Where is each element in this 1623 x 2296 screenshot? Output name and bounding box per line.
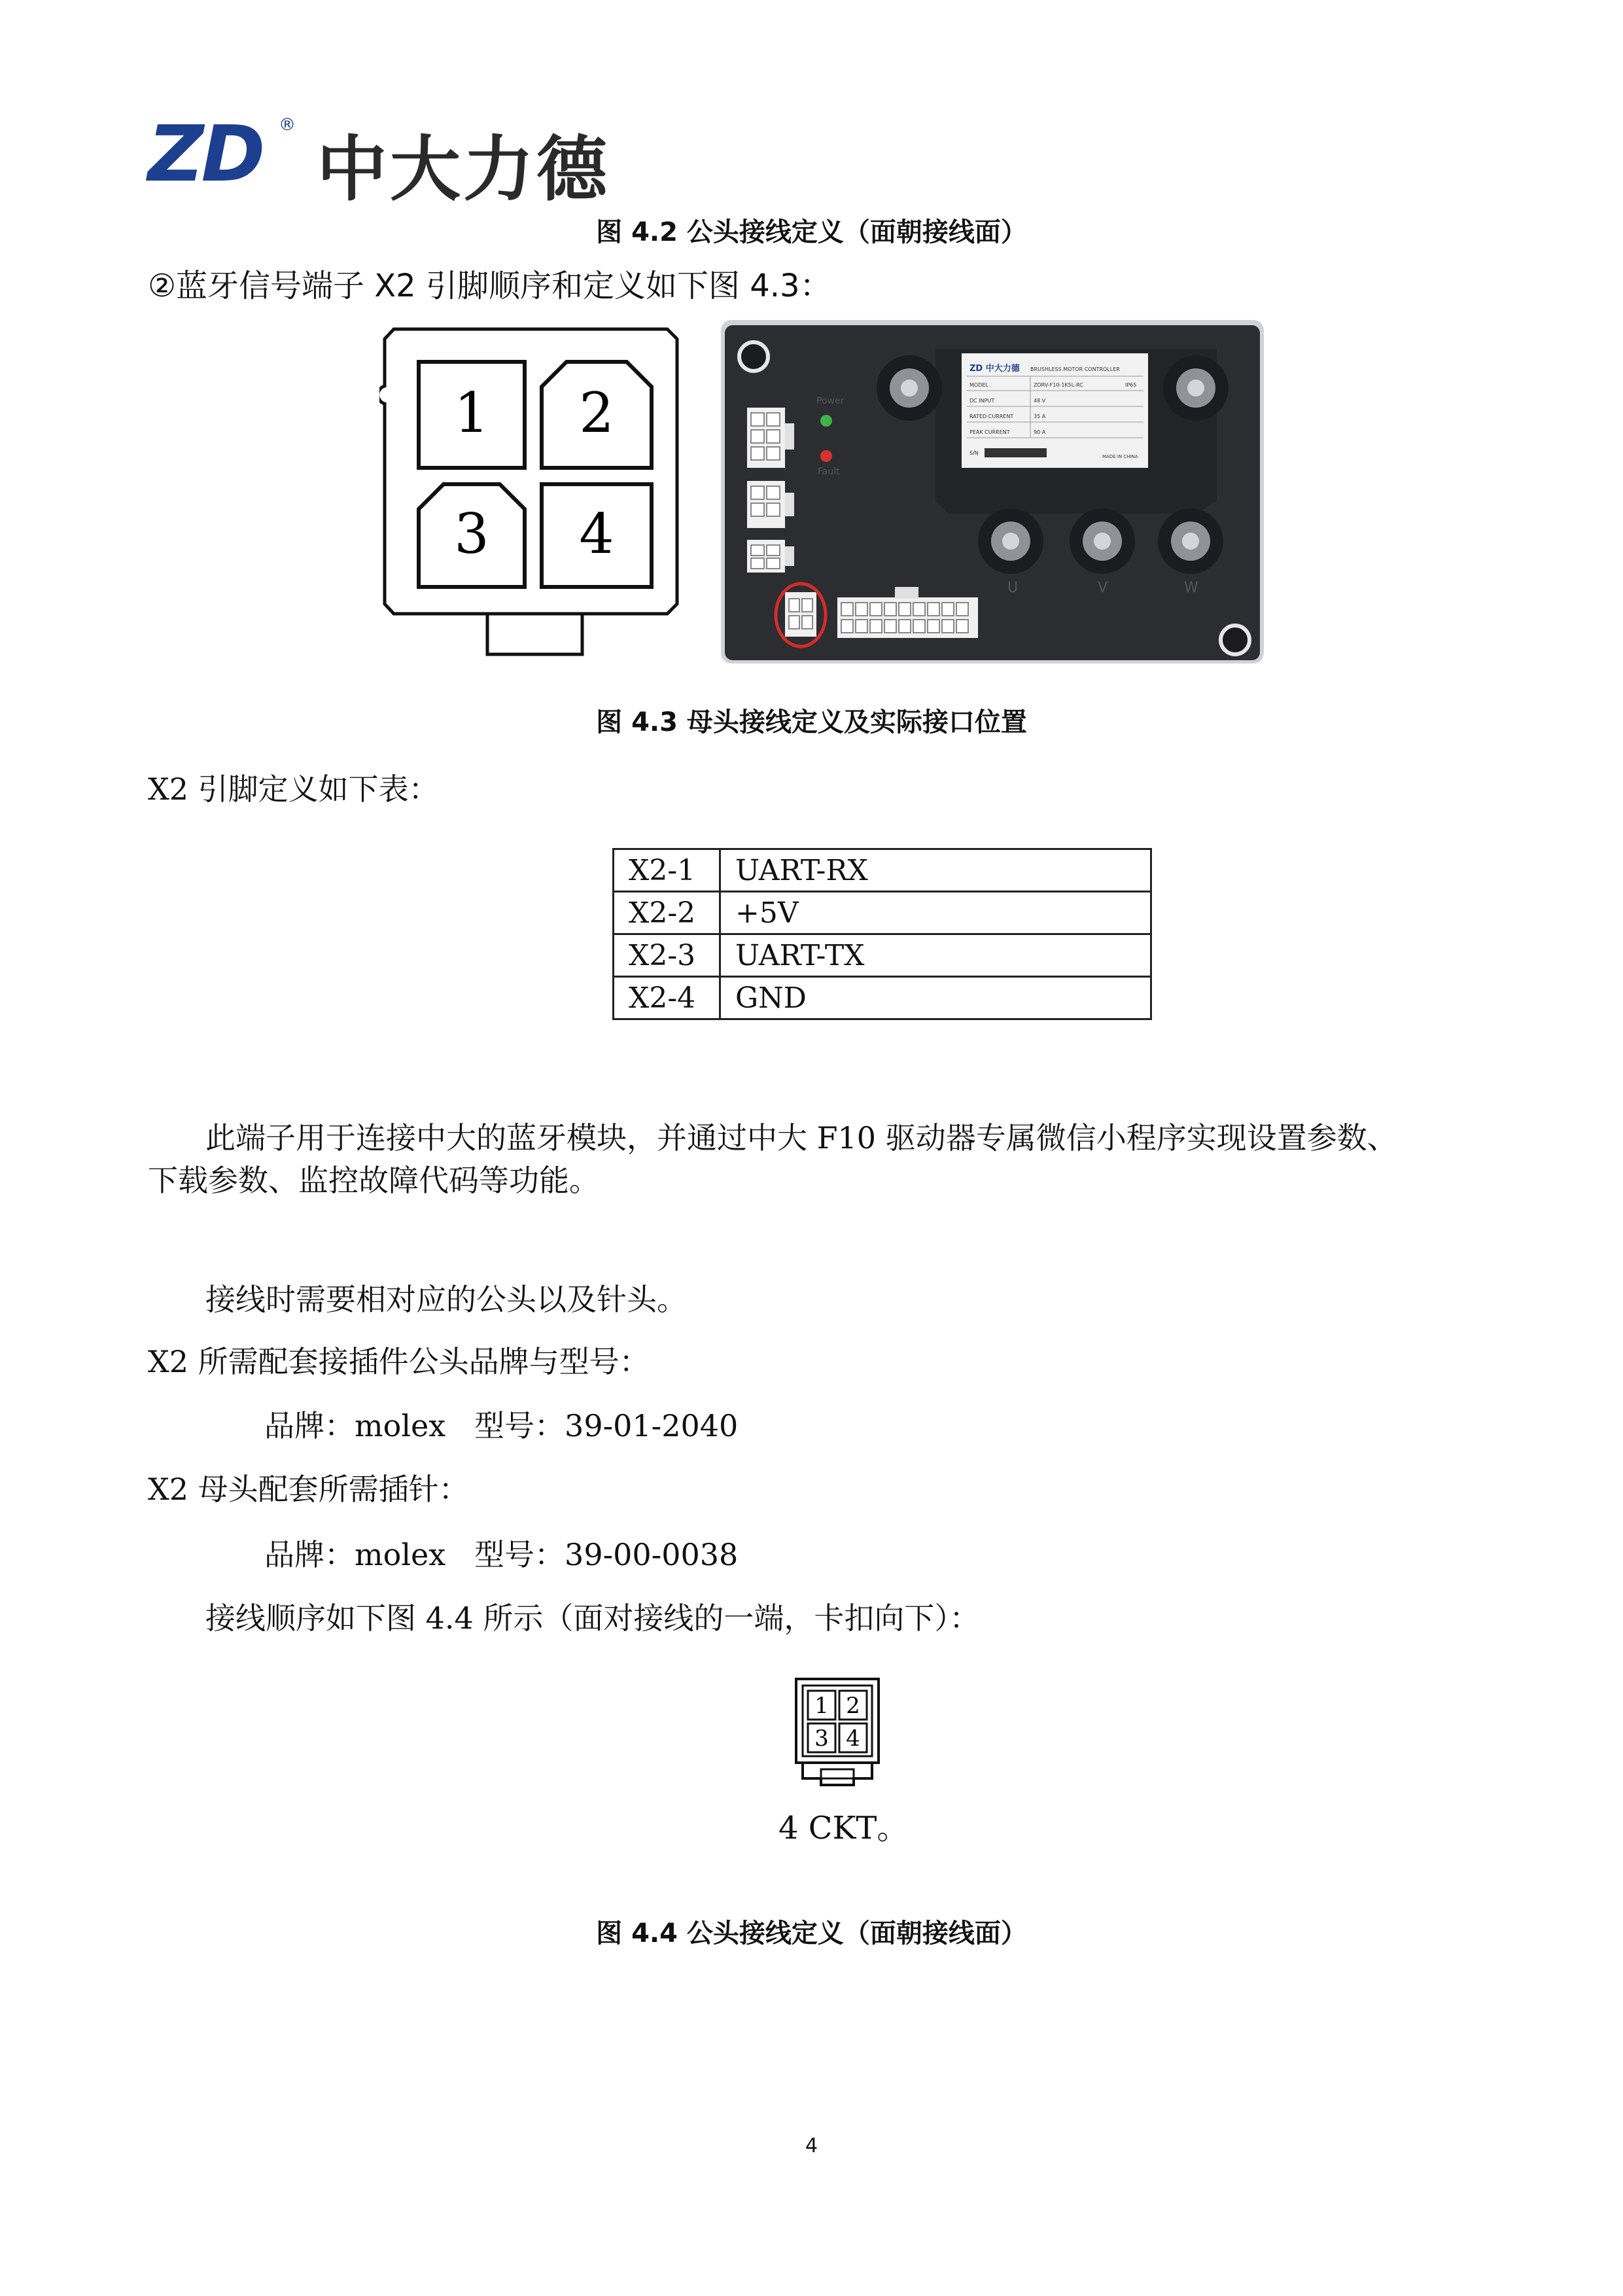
label-made-in: MADE IN CHINA xyxy=(1102,454,1138,459)
paragraph-purpose-line2: 下载参数、监控故障代码等功能。 xyxy=(148,1163,599,1198)
power-led-label: Power xyxy=(816,396,845,406)
paragraph-purpose-line1: 此端子用于连接中大的蓝牙模块，并通过中大 F10 驱动器专属微信小程序实现设置参数、 xyxy=(205,1120,1397,1156)
label-brand: ZD 中大力德 xyxy=(969,364,1020,374)
terminal-bolt-u xyxy=(978,508,1043,574)
small-pin-label-2: 2 xyxy=(846,1693,860,1719)
paragraph-wiring-note: 接线时需要相对应的公头以及针头。 xyxy=(205,1282,687,1317)
logo-name: 中大力德 xyxy=(317,129,610,211)
table-row xyxy=(614,892,1151,934)
controller-photo xyxy=(720,317,1269,671)
male-connector-part: 品牌：molex 型号：39-01-2040 xyxy=(264,1408,739,1443)
label-row-value: 90 A xyxy=(1034,429,1046,435)
page-number: 4 xyxy=(805,2134,818,2157)
table-row xyxy=(614,849,1151,892)
table-row xyxy=(614,977,1151,1019)
signal-cell: GND xyxy=(720,977,1151,1019)
small-pin-label-1: 1 xyxy=(814,1693,829,1719)
mount-hole-bottom-right xyxy=(1221,626,1249,654)
terminal-bolt-top-left xyxy=(877,355,942,421)
terminal-bolt-top-right xyxy=(1163,355,1229,421)
pin-cell: X2-4 xyxy=(614,977,720,1019)
signal-cell: +5V xyxy=(720,892,1151,934)
pin-cell: X2-2 xyxy=(614,892,720,934)
label-row-key: RATED CURRENT xyxy=(969,414,1014,419)
pin-label-3: 3 xyxy=(454,502,489,566)
label-product: BRUSHLESS MOTOR CONTROLLER xyxy=(1030,366,1120,372)
paragraph-male-connector: X2 所需配套接插件公头品牌与型号： xyxy=(148,1344,650,1379)
x2-connector-diagram xyxy=(379,324,687,671)
mount-hole-top-left xyxy=(739,342,768,371)
terminal-label-u: U xyxy=(1007,580,1019,596)
small-connector-diagram xyxy=(788,1675,886,1806)
x2-pin-table xyxy=(612,848,1152,1020)
small-connector-label: 4 CKT。 xyxy=(778,1810,909,1846)
pin-cell: X2-1 xyxy=(614,849,720,892)
terminal-label-w: W xyxy=(1184,580,1198,596)
table-row xyxy=(614,934,1151,977)
section-heading: ②蓝牙信号端子 X2 引脚顺序和定义如下图 4.3： xyxy=(148,268,831,304)
figure-caption-4-3: 图 4.3 母头接线定义及实际接口位置 xyxy=(596,707,1027,737)
registered-mark: ® xyxy=(279,115,296,135)
label-row-value: 48 V xyxy=(1034,398,1046,404)
terminal-label-v: V xyxy=(1098,580,1108,596)
figure-caption-4-4: 图 4.4 公头接线定义（面朝接线面） xyxy=(596,1918,1027,1949)
label-row-extra: IP65 xyxy=(1125,382,1137,388)
pin-label-4: 4 xyxy=(579,502,614,566)
label-row-key: PEAK CURRENT xyxy=(969,429,1010,435)
signal-cell: UART-RX xyxy=(720,849,1151,892)
table-intro: X2 引脚定义如下表： xyxy=(148,771,439,807)
small-pin-label-4: 4 xyxy=(846,1725,860,1752)
label-barcode xyxy=(985,448,1047,457)
label-row-key: S/N xyxy=(969,450,979,456)
label-row-key: MODEL xyxy=(969,382,988,388)
figure-caption-4-2: 图 4.2 公头接线定义（面朝接线面） xyxy=(596,217,1027,247)
female-pin-part: 品牌：molex 型号：39-00-0038 xyxy=(264,1537,739,1572)
company-logo xyxy=(148,109,619,211)
paragraph-wiring-order: 接线顺序如下图 4.4 所示（面对接线的一端，卡扣向下）： xyxy=(205,1600,980,1636)
pin-cell: X2-3 xyxy=(614,934,720,977)
label-row-value: ZDRV-F10-1K5L-RC xyxy=(1034,382,1083,388)
terminal-bolt-w xyxy=(1158,508,1223,574)
pin-label-1: 1 xyxy=(454,381,489,445)
signal-cell: UART-TX xyxy=(720,934,1151,977)
fault-led xyxy=(820,450,832,462)
fault-led-label: Fault xyxy=(818,467,840,477)
power-led xyxy=(820,415,832,427)
terminal-bolt-v xyxy=(1070,508,1135,574)
label-row-key: DC INPUT xyxy=(969,398,995,404)
label-row-value: 35 A xyxy=(1034,414,1046,419)
logo-mark: ZD xyxy=(148,109,263,199)
small-pin-label-3: 3 xyxy=(814,1725,829,1752)
pin-label-2: 2 xyxy=(579,381,614,445)
paragraph-female-pins: X2 母头配套所需插针： xyxy=(148,1472,469,1507)
